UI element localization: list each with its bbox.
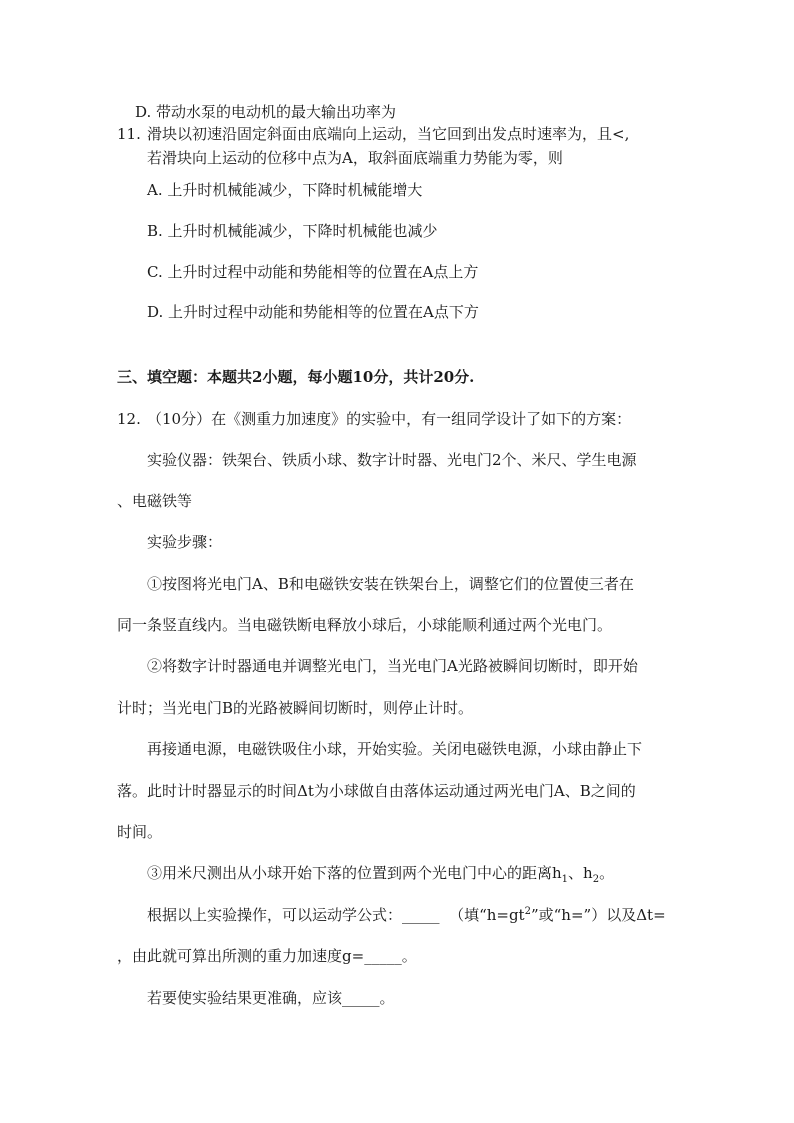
experiment-para-line1: 再接通电源，电磁铁吸住小球，开始实验。关闭电磁铁电源，小球由静止下 — [147, 740, 643, 758]
formula-superscript: 2 — [524, 906, 531, 917]
formula-line — [147, 905, 666, 925]
question-10-option-d: D. 带动水泵的电动机的最大输出功率为 — [135, 103, 397, 121]
question-12-intro: （10分）在《测重力加速度》的实验中，有一组同学设计了如下的方案： — [147, 410, 632, 428]
step3-text: ③用米尺测出从小球开始下落的位置到两个光电门中心的距离h — [147, 864, 562, 882]
question-11-number: 11. — [117, 125, 141, 143]
step2-line1: ②将数字计时器通电并调整光电门，当光电门A光路被瞬间切断时，即开始 — [147, 657, 638, 675]
question-12-number: 12. — [117, 410, 141, 428]
result-part2: 。 — [401, 947, 417, 965]
answer-blank-2[interactable]: _____ — [364, 947, 402, 965]
formula-part1: 根据以上实验操作，可以运动学公式： — [147, 906, 403, 924]
result-line — [117, 946, 417, 966]
question-11-option-d: D. 上升时过程中动能和势能相等的位置在A点下方 — [147, 303, 479, 321]
step3-end: 。 — [599, 864, 615, 882]
section-3-heading: 三、填空题：本题共2小题，每小题10分，共计20分. — [117, 368, 475, 386]
step1-line2: 同一条竖直线内。当电磁铁断电释放小球后，小球能顺利通过两个光电门。 — [117, 616, 613, 634]
experiment-para-line2: 落。此时计时器显示的时间Δt为小球做自由落体运动通过两光电门A、B之间的 — [117, 782, 636, 800]
accuracy-line — [147, 988, 395, 1008]
question-11-option-a: A. 上升时机械能减少，下降时机械能增大 — [147, 181, 423, 199]
question-11-option-c: C. 上升时过程中动能和势能相等的位置在A点上方 — [147, 263, 479, 281]
step3-subscript-1: 1 — [561, 874, 569, 885]
step1-line1: ①按图将光电门A、B和电磁铁安装在铁架台上，调整它们的位置使三者在 — [147, 575, 634, 593]
result-part1: ，由此就可算出所测的重力加速度g= — [117, 947, 365, 965]
question-11-option-b: B. 上升时机械能减少，下降时机械能也减少 — [147, 222, 438, 240]
apparatus-line2: 、电磁铁等 — [117, 492, 193, 510]
apparatus-line1: 实验仪器：铁架台、铁质小球、数字计时器、光电门2个、米尺、学生电源 — [147, 451, 637, 469]
step3-separator: 、h — [568, 864, 593, 882]
formula-part2: （填“h=gt — [449, 906, 525, 924]
accuracy-part2: 。 — [379, 989, 395, 1007]
experiment-para-line3: 时间。 — [117, 823, 163, 841]
formula-part3: ”或“h=”）以及Δt= — [530, 906, 666, 924]
answer-blank-1[interactable]: _____ — [402, 906, 440, 924]
question-11-stem-line1: 滑块以初速沿固定斜面由底端向上运动，当它回到出发点时速率为，且<, — [147, 125, 630, 143]
answer-blank-3[interactable]: _____ — [342, 989, 380, 1007]
accuracy-part1: 若要使实验结果更准确，应该 — [147, 989, 343, 1007]
question-11-stem-line2: 若滑块向上运动的位移中点为A，取斜面底端重力势能为零，则 — [147, 149, 563, 167]
step2-line2: 计时；当光电门B的光路被瞬间切断时，则停止计时。 — [117, 699, 474, 717]
step3-line — [147, 863, 614, 883]
steps-label: 实验步骤： — [147, 533, 223, 551]
step3-subscript-2: 2 — [592, 874, 600, 885]
